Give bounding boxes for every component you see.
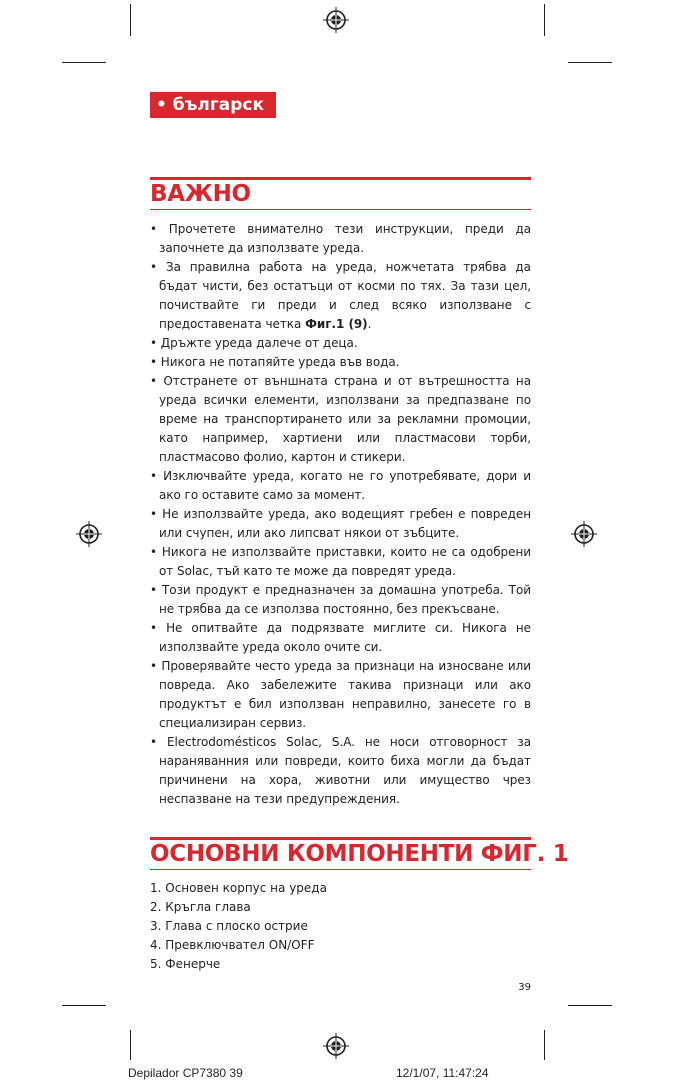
components-section-header — [150, 837, 569, 870]
list-item: 5. Фенерче — [150, 957, 221, 971]
list-item: • Дръжте уреда далече от деца. — [150, 336, 358, 350]
crop-mark — [544, 1030, 545, 1060]
list-item: 3. Глава с плоско острие — [150, 919, 308, 933]
list-item: • Никога не потапяйте уреда във вода. — [150, 355, 400, 369]
list-item: 2. Кръгла глава — [150, 900, 251, 914]
important-list — [150, 220, 531, 809]
list-item: • Прочетете внимателно тези инструкции, преди да започнете да използвате уреда. — [150, 222, 531, 255]
list-item: • Проверявайте често уреда за признаци на износване или повреда. Ако забележите такива признаци или ако продуктът е бил използван неправилно, занесете го в специализиран сервиз. — [150, 659, 531, 730]
components-list — [150, 879, 531, 974]
figure-reference: Фиг.1 (9) — [305, 317, 368, 331]
footer-filename: Depilador CP7380 39 — [128, 1066, 243, 1080]
list-item: • Този продукт е предназначен за домашна употреба. Той не трябва да се използва постоянно, без прекъсване. — [150, 583, 531, 616]
registration-mark-icon — [76, 521, 102, 547]
registration-mark-icon — [323, 7, 349, 33]
section-bottom-rule — [150, 869, 531, 870]
crop-mark — [568, 1005, 612, 1006]
page-number: 39 — [518, 982, 531, 993]
list-item: • Отстранете от външната страна и от вътрешността на уреда всички елементи, използвани за предпазване по време на транспортирането или за рекламни промоции, като например, хартиени или пластмасови торби, пластмасово фолио, картон и стикери. — [150, 374, 532, 464]
important-section-header — [150, 177, 531, 210]
list-item: 4. Превключвател ON/OFF — [150, 938, 315, 952]
crop-mark — [62, 1005, 106, 1006]
registration-mark-icon — [323, 1033, 349, 1059]
crop-mark — [130, 1030, 131, 1060]
important-title: ВАЖНО — [150, 181, 251, 207]
list-item: • За правилна работа на уреда, ножчетата трябва да бъдат чисти, без остатъци от косми по тях. За тази цел, почиствайте ги преди и след всяко използване с предоставената четка Фиг.1 (9). — [150, 260, 531, 331]
crop-mark — [568, 62, 612, 63]
crop-mark — [62, 62, 106, 63]
list-item: • Electrodomésticos Solac, S.A. не носи отговорност за нараняванния или повреди, които биха могли да бъдат причинени на хора, животни или имущество чрез неспазване на тези предупреждения. — [150, 735, 531, 806]
list-item: • Не използвайте уреда, ако водещият гребен е повреден или счупен, или ако липсват някои от зъбците. — [150, 507, 531, 540]
crop-mark — [130, 4, 131, 36]
section-bottom-rule — [150, 209, 531, 210]
language-tab: • българск — [150, 92, 276, 118]
registration-mark-icon — [571, 521, 597, 547]
list-item: • Никога не използвайте приставки, които не са одобрени от Solac, тъй като те може да повредят уреда. — [150, 545, 531, 578]
list-item: • Изключвайте уреда, когато не го употребявате, дори и ако го оставите само за момент. — [150, 469, 531, 502]
crop-mark — [544, 4, 545, 36]
list-item: 1. Основен корпус на уреда — [150, 881, 327, 895]
footer-timestamp: 12/1/07, 11:47:24 — [396, 1066, 489, 1080]
list-item: • Не опитвайте да подрязвате миглите си. Никога не използвайте уреда около очите си. — [150, 621, 531, 654]
components-title: ОСНОВНИ КОМПОНЕНТИ ФИГ. 1 — [150, 841, 569, 867]
